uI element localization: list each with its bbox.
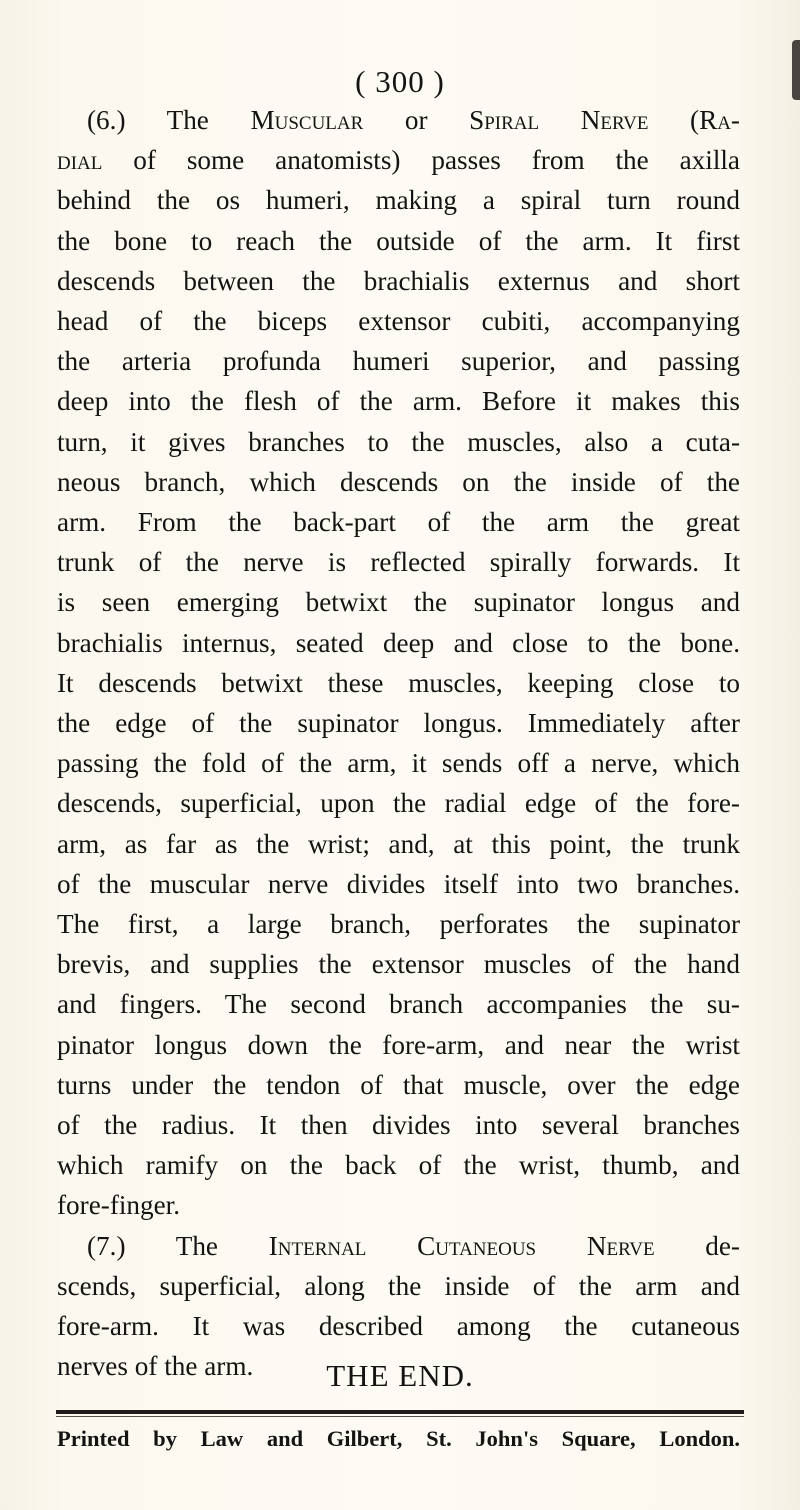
the-end-heading: THE END. — [326, 1358, 474, 1393]
text-line: behind the os humeri, making a spiral turn round — [57, 185, 740, 216]
text-line: is seen emerging betwixt the supinator longus and — [57, 587, 740, 618]
printer-imprint: Printed by Law and Gilbert, St. John's Square, London. — [57, 1426, 740, 1451]
text-line: the arteria profunda humeri superior, and passing — [57, 346, 740, 377]
text-line: nerves of the arm. — [57, 1351, 254, 1382]
text-line: fore-arm. It was described among the cutaneous — [57, 1311, 740, 1342]
divider-rule-thin — [56, 1416, 744, 1417]
text-line: passing the fold of the arm, it sends off a nerve, which — [57, 748, 740, 779]
text-line: dial of some anatomists) passes from the axilla — [57, 145, 740, 176]
text-line: arm, as far as the wrist; and, at this point, the trunk — [57, 828, 740, 859]
text-line: of the radius. It then divides into several branches — [57, 1110, 740, 1141]
text-line: It descends betwixt these muscles, keeping close to — [57, 667, 740, 698]
text-line: head of the biceps extensor cubiti, accompanying — [57, 306, 740, 337]
text-line: deep into the flesh of the arm. Before it makes this — [57, 386, 740, 417]
text-line: neous branch, which descends on the inside of the — [57, 466, 740, 497]
text-line: turns under the tendon of that muscle, over the edge — [57, 1069, 740, 1100]
body-text — [57, 100, 740, 1387]
text-line: of the muscular nerve divides itself into two branches. — [57, 868, 740, 899]
text-line: pinator longus down the fore-arm, and near the wrist — [57, 1029, 740, 1060]
text-line: the bone to reach the outside of the arm. It first — [57, 225, 740, 256]
text-line: descends between the brachialis externus and short — [57, 265, 740, 296]
text-line: The first, a large branch, perforates the supinator — [57, 909, 740, 940]
text-line: trunk of the nerve is reflected spirally forwards. It — [57, 547, 740, 578]
divider-rule — [56, 1410, 744, 1414]
text-line: (7.) The Internal Cutaneous Nerve de- — [87, 1230, 740, 1261]
text-line: fore-finger. — [57, 1190, 181, 1221]
text-line: descends, superficial, upon the radial edge of the fore- — [57, 788, 740, 819]
text-line: the edge of the supinator longus. Immediately after — [57, 708, 740, 739]
text-line: arm. From the back-part of the arm the great — [57, 507, 740, 538]
text-line: brevis, and supplies the extensor muscles of the hand — [57, 949, 740, 980]
text-line: brachialis internus, seated deep and close to the bone. — [57, 627, 740, 658]
text-line: and fingers. The second branch accompanies the su- — [57, 989, 740, 1020]
text-line: (6.) The Muscular or Spiral Nerve (Ra- — [87, 105, 740, 135]
text-line: turn, it gives branches to the muscles, also a cuta- — [57, 426, 740, 457]
page-number: ( 300 ) — [355, 64, 445, 99]
text-line: which ramify on the back of the wrist, thumb, and — [57, 1150, 740, 1181]
text-line: scends, superficial, along the inside of the arm and — [57, 1270, 740, 1301]
